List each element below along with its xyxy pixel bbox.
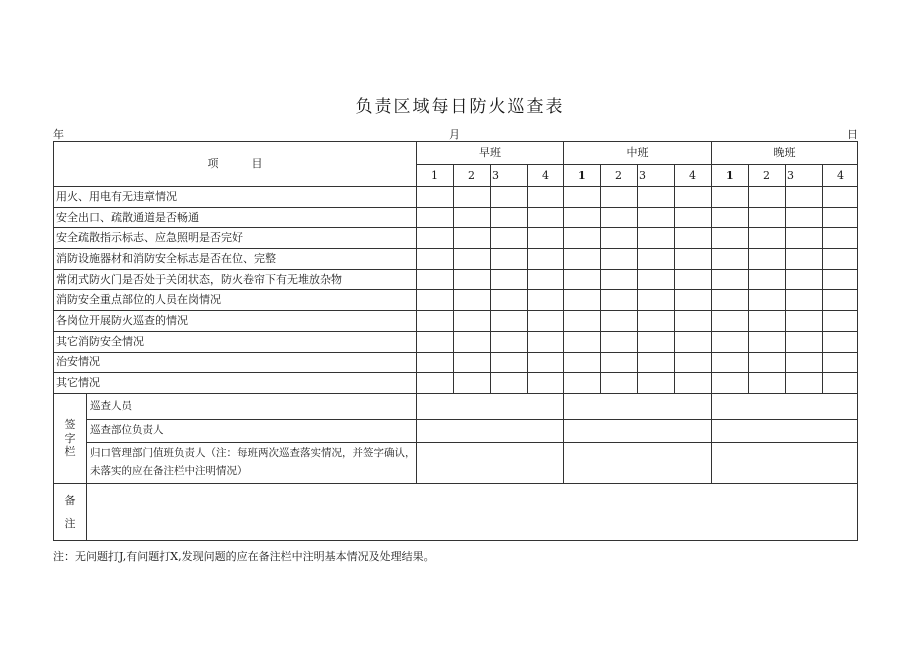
check-cell[interactable] — [823, 228, 858, 249]
check-cell[interactable] — [454, 373, 491, 394]
check-cell[interactable] — [417, 311, 454, 332]
check-cell[interactable] — [601, 269, 638, 290]
check-cell[interactable] — [638, 290, 675, 311]
check-cell[interactable] — [564, 187, 601, 208]
check-cell[interactable] — [491, 331, 528, 352]
slot-header: 2 — [749, 165, 786, 187]
check-cell[interactable] — [675, 249, 712, 270]
check-cell[interactable] — [601, 249, 638, 270]
check-item-label: 各岗位开展防火巡查的情况 — [54, 311, 417, 332]
signature-cell[interactable] — [417, 442, 564, 483]
check-cell[interactable] — [749, 290, 786, 311]
check-item-row — [54, 249, 858, 270]
check-cell[interactable] — [786, 311, 823, 332]
check-cell[interactable] — [564, 331, 601, 352]
signature-cell[interactable] — [712, 393, 858, 419]
check-item-row — [54, 352, 858, 373]
check-cell[interactable] — [601, 352, 638, 373]
check-item-row — [54, 311, 858, 332]
check-cell[interactable] — [454, 269, 491, 290]
signature-row — [54, 393, 858, 419]
signature-cell[interactable] — [712, 419, 858, 442]
slot-header: 3 — [491, 165, 528, 187]
check-cell[interactable] — [786, 187, 823, 208]
check-cell[interactable] — [823, 311, 858, 332]
check-cell[interactable] — [528, 290, 564, 311]
check-cell[interactable] — [564, 373, 601, 394]
check-item-row — [54, 269, 858, 290]
check-cell[interactable] — [528, 207, 564, 228]
signature-label-char: 签 — [64, 417, 76, 431]
signature-label-area-head: 巡查部位负责人 — [87, 419, 417, 442]
check-cell[interactable] — [675, 352, 712, 373]
check-cell[interactable] — [823, 249, 858, 270]
signature-cell[interactable] — [417, 419, 564, 442]
month-label: 月 — [449, 128, 460, 141]
check-cell[interactable] — [712, 249, 749, 270]
check-cell[interactable] — [564, 311, 601, 332]
check-item-label: 用火、用电有无违章情况 — [54, 187, 417, 208]
item-header: 项 目 — [54, 142, 417, 187]
check-cell[interactable] — [454, 290, 491, 311]
check-cell[interactable] — [564, 352, 601, 373]
check-cell[interactable] — [786, 269, 823, 290]
check-cell[interactable] — [675, 373, 712, 394]
slot-header: 1 — [712, 165, 749, 187]
check-cell[interactable] — [564, 269, 601, 290]
check-cell[interactable] — [454, 228, 491, 249]
remarks-row — [54, 483, 858, 540]
check-cell[interactable] — [786, 249, 823, 270]
check-cell[interactable] — [417, 331, 454, 352]
check-cell[interactable] — [417, 373, 454, 394]
check-cell[interactable] — [712, 228, 749, 249]
signature-cell[interactable] — [564, 419, 712, 442]
slot-header: 2 — [601, 165, 638, 187]
check-cell[interactable] — [564, 249, 601, 270]
check-cell[interactable] — [638, 331, 675, 352]
check-cell[interactable] — [491, 269, 528, 290]
check-cell[interactable] — [675, 290, 712, 311]
remarks-label — [54, 483, 87, 540]
check-cell[interactable] — [454, 187, 491, 208]
remarks-label-char: 备 — [64, 493, 76, 507]
slot-header: 4 — [528, 165, 564, 187]
check-cell[interactable] — [528, 269, 564, 290]
signature-cell[interactable] — [564, 393, 712, 419]
shift-header-row — [54, 142, 858, 165]
check-cell[interactable] — [749, 207, 786, 228]
signature-section-label — [54, 393, 87, 483]
check-cell[interactable] — [601, 228, 638, 249]
check-cell[interactable] — [417, 207, 454, 228]
check-cell[interactable] — [675, 269, 712, 290]
check-cell[interactable] — [491, 352, 528, 373]
check-item-row — [54, 290, 858, 311]
check-cell[interactable] — [675, 187, 712, 208]
check-cell[interactable] — [601, 311, 638, 332]
check-cell[interactable] — [638, 249, 675, 270]
check-cell[interactable] — [454, 249, 491, 270]
check-cell[interactable] — [786, 207, 823, 228]
check-cell[interactable] — [675, 228, 712, 249]
check-item-row — [54, 228, 858, 249]
check-cell[interactable] — [528, 249, 564, 270]
check-cell[interactable] — [491, 311, 528, 332]
check-cell[interactable] — [823, 352, 858, 373]
slot-header: 2 — [454, 165, 491, 187]
check-cell[interactable] — [749, 373, 786, 394]
check-cell[interactable] — [638, 207, 675, 228]
check-cell[interactable] — [823, 290, 858, 311]
slot-header: 1 — [417, 165, 454, 187]
check-cell[interactable] — [712, 352, 749, 373]
check-cell[interactable] — [454, 311, 491, 332]
signature-row — [54, 419, 858, 442]
check-cell[interactable] — [786, 352, 823, 373]
check-cell[interactable] — [454, 352, 491, 373]
check-cell[interactable] — [786, 373, 823, 394]
check-item-label: 安全疏散指示标志、应急照明是否完好 — [54, 228, 417, 249]
check-cell[interactable] — [712, 290, 749, 311]
signature-cell[interactable] — [417, 393, 564, 419]
check-item-row — [54, 207, 858, 228]
shift-header-middle: 中班 — [564, 142, 712, 165]
signature-label-duty-head: 归口管理部门值班负责人（注：每班两次巡查落实情况，并签字确认，未落实的应在备注栏中注明情况） — [87, 442, 417, 483]
signature-label-inspector: 巡查人员 — [87, 393, 417, 419]
check-cell[interactable] — [454, 207, 491, 228]
check-cell[interactable] — [601, 187, 638, 208]
check-cell[interactable] — [528, 311, 564, 332]
check-item-label: 其它消防安全情况 — [54, 331, 417, 352]
check-cell[interactable] — [528, 373, 564, 394]
check-item-label: 其它情况 — [54, 373, 417, 394]
check-cell[interactable] — [675, 311, 712, 332]
patrol-table — [53, 141, 858, 541]
check-cell[interactable] — [564, 228, 601, 249]
check-cell[interactable] — [601, 290, 638, 311]
check-item-row — [54, 331, 858, 352]
check-cell[interactable] — [528, 352, 564, 373]
check-cell[interactable] — [786, 290, 823, 311]
check-cell[interactable] — [712, 207, 749, 228]
check-cell[interactable] — [528, 187, 564, 208]
check-cell[interactable] — [417, 290, 454, 311]
check-cell[interactable] — [712, 187, 749, 208]
shift-header-early: 早班 — [417, 142, 564, 165]
day-label: 日 — [847, 128, 858, 141]
check-cell[interactable] — [601, 331, 638, 352]
check-cell[interactable] — [823, 187, 858, 208]
check-cell[interactable] — [712, 373, 749, 394]
check-cell[interactable] — [491, 373, 528, 394]
check-cell[interactable] — [712, 311, 749, 332]
check-cell[interactable] — [712, 331, 749, 352]
year-label: 年 — [53, 128, 64, 141]
check-cell[interactable] — [823, 331, 858, 352]
check-cell[interactable] — [675, 207, 712, 228]
check-cell[interactable] — [638, 373, 675, 394]
slot-header: 3 — [638, 165, 675, 187]
check-item-label: 消防设施器材和消防安全标志是否在位、完整 — [54, 249, 417, 270]
signature-cell[interactable] — [712, 442, 858, 483]
check-cell[interactable] — [638, 352, 675, 373]
check-cell[interactable] — [564, 290, 601, 311]
form-title: 负责区域每日防火巡查表 — [355, 97, 565, 117]
check-cell[interactable] — [638, 228, 675, 249]
check-item-label: 安全出口、疏散通道是否畅通 — [54, 207, 417, 228]
check-cell[interactable] — [823, 207, 858, 228]
check-cell[interactable] — [417, 228, 454, 249]
remarks-label-char: 注 — [64, 516, 76, 530]
slot-header: 4 — [823, 165, 858, 187]
check-cell[interactable] — [749, 331, 786, 352]
check-item-label: 治安情况 — [54, 352, 417, 373]
check-cell[interactable] — [786, 228, 823, 249]
date-row — [53, 126, 857, 140]
item-rows — [54, 187, 858, 394]
slot-header: 3 — [786, 165, 823, 187]
signature-row — [54, 442, 858, 483]
remarks-field[interactable] — [87, 483, 858, 540]
check-cell[interactable] — [491, 290, 528, 311]
footnote: 注：无问题打J,有问题打X,发现问题的应在备注栏中注明基本情况及处理结果。 — [53, 550, 435, 563]
check-cell[interactable] — [749, 352, 786, 373]
check-cell[interactable] — [417, 187, 454, 208]
check-item-label: 常闭式防火门是否处于关闭状态，防火卷帘下有无堆放杂物 — [54, 269, 417, 290]
shift-header-night: 晚班 — [712, 142, 858, 165]
check-item-label: 消防安全重点部位的人员在岗情况 — [54, 290, 417, 311]
check-cell[interactable] — [749, 311, 786, 332]
check-cell[interactable] — [638, 187, 675, 208]
check-cell[interactable] — [417, 249, 454, 270]
check-cell[interactable] — [564, 207, 601, 228]
check-cell[interactable] — [417, 352, 454, 373]
check-cell[interactable] — [491, 249, 528, 270]
check-cell[interactable] — [749, 269, 786, 290]
signature-label-char: 栏 — [64, 445, 76, 459]
check-cell[interactable] — [638, 269, 675, 290]
signature-cell[interactable] — [564, 442, 712, 483]
check-cell[interactable] — [749, 249, 786, 270]
check-item-row — [54, 373, 858, 394]
check-cell[interactable] — [675, 331, 712, 352]
slot-header: 1 — [564, 165, 601, 187]
slot-header: 4 — [675, 165, 712, 187]
check-cell[interactable] — [601, 207, 638, 228]
check-cell[interactable] — [749, 187, 786, 208]
check-cell[interactable] — [528, 228, 564, 249]
check-cell[interactable] — [528, 331, 564, 352]
check-cell[interactable] — [601, 373, 638, 394]
check-cell[interactable] — [491, 207, 528, 228]
check-cell[interactable] — [786, 331, 823, 352]
check-cell[interactable] — [823, 269, 858, 290]
check-cell[interactable] — [638, 311, 675, 332]
check-cell[interactable] — [454, 331, 491, 352]
check-cell[interactable] — [823, 373, 858, 394]
check-cell[interactable] — [491, 187, 528, 208]
signature-label-char: 字 — [64, 431, 76, 445]
check-cell[interactable] — [491, 228, 528, 249]
check-cell[interactable] — [749, 228, 786, 249]
check-item-row — [54, 187, 858, 208]
check-cell[interactable] — [712, 269, 749, 290]
check-cell[interactable] — [417, 269, 454, 290]
